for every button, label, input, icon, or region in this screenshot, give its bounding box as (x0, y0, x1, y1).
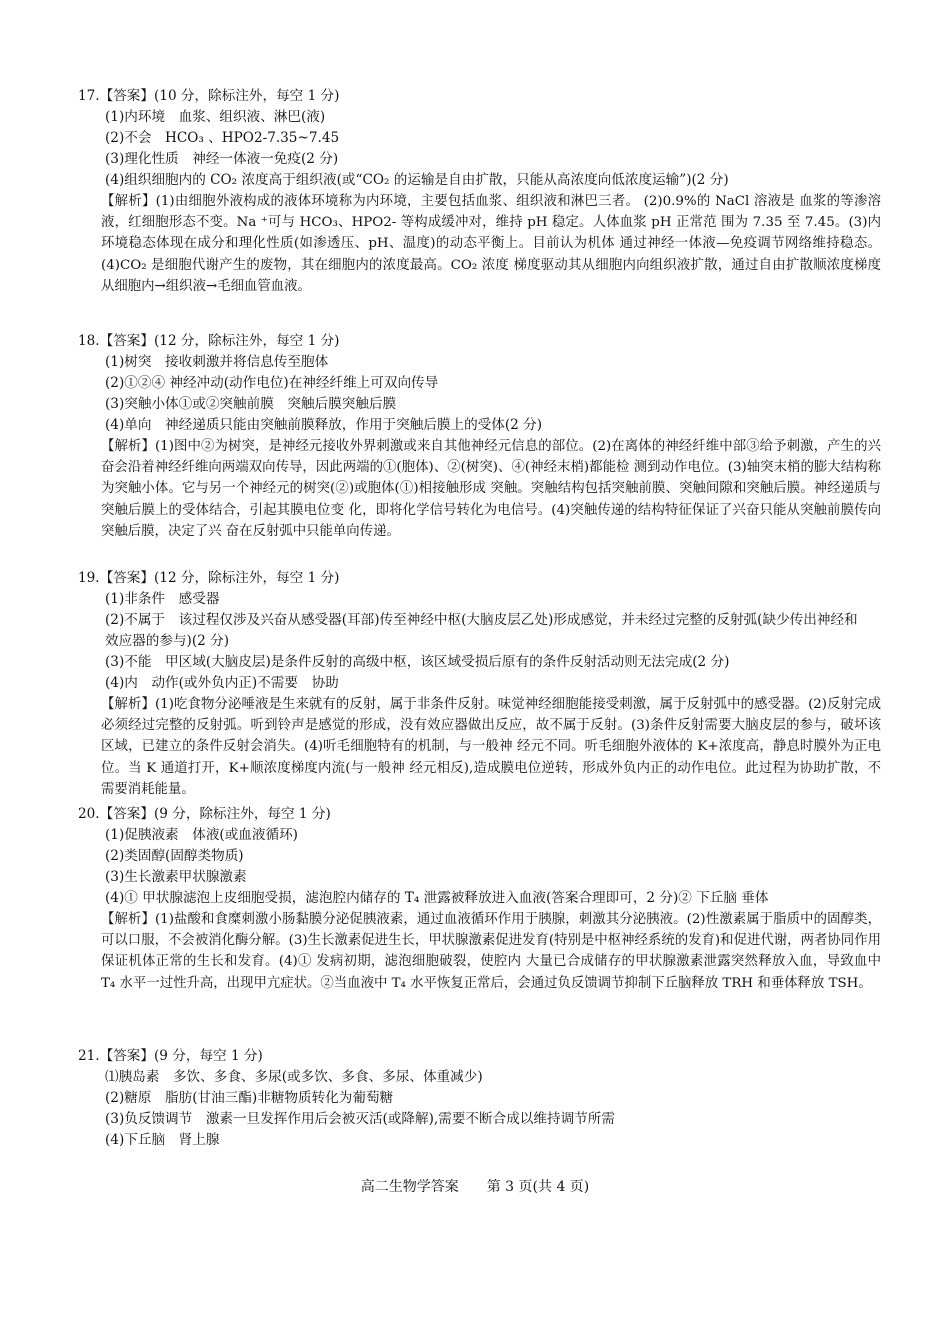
q19-answer-1: (1)非条件 感受器 (105, 591, 220, 607)
q18-answer-3: (3)突触小体①或②突触前膜 突触后膜突触后膜 (105, 396, 397, 412)
q20-answer-4: (4)① 甲状腺滤泡上皮细胞受损，滤泡腔内储存的 T₄ 泄露被释放进入血液(答案合理即可，2 分)② 下丘脑 垂体 (105, 890, 769, 906)
q20-answer-1: (1)促胰液素 体液(或血液循环) (105, 827, 298, 843)
q18-header: 18.【答案】(12 分，除标注外，每空 1 分) (78, 333, 340, 349)
q18-analysis: 【解析】(1)图中②为树突，是神经元接收外界刺激或来自其他神经元信息的部位。(2)在离体的神经纤维中部③给予刺激，产生的兴奋会沿着神经纤维向两端双向传导，因此两端的①(胞体)、②(树突)、④(神经末梢)都能检 测到动作电位。(3)轴突末梢的膨大结构称为突触小体。它与另一个神经元的树突(②)或胞体(①)相接触形成 突触。突触结构包括突触前膜、突触间隙和突触后膜。神经递质与突触后膜上的受体结合，引起其膜电位变 化，即将化学信号转化为电信号。(4)突触传递的结构特征保证了兴奋只能从突触前膜传向突触后膜，决定了兴 奋在反射弧中只能单向传递。 (101, 439, 881, 539)
question-20 (78, 804, 881, 994)
q19-header: 19.【答案】(12 分，除标注外，每空 1 分) (78, 570, 340, 586)
q18-answer-1: (1)树突 接收刺激并将信息传至胞体 (105, 354, 329, 370)
q21-answer-1: ⑴胰岛素 多饮、多食、多尿(或多饮、多食、多尿、体重减少) (105, 1069, 483, 1085)
q19-analysis: 【解析】(1)吃食物分泌唾液是生来就有的反射，属于非条件反射。味觉神经细胞能接受刺激，属于反射弧中的感受器。(2)反射完成必须经过完整的反射弧。听到铃声是感觉的形成，没有效应器做出反应，故不属于反射。(3)条件反射需要大脑皮层的参与，破坏该区域，已建立的条件反射会消失。(4)听毛细胞特有的机制，与一般神 经元不同。听毛细胞外液体的 K+浓度高，静息时膜外为正电位。当 K 通道打开，K+顺浓度梯度内流(与一般神 经元相反),造成膜电位逆转，形成外负内正的动作电位。此过程为协助扩散，不需要消耗能量。 (101, 697, 881, 797)
question-19 (78, 568, 881, 800)
q21-answer-3: (3)负反馈调节 激素一旦发挥作用后会被灭活(或降解),需要不断合成以维持调节所需 (105, 1111, 615, 1127)
q21-answer-2: (2)糖原 脂肪(甘油三酯)非糖物质转化为葡萄糖 (105, 1090, 394, 1106)
q17-answer-2: (2)不会 HCO₃ 、HPO2-7.35~7.45 (105, 130, 340, 146)
q17-answer-3: (3)理化性质 神经一体液一免疫(2 分) (105, 151, 339, 167)
q19-answer-3: (3)不能 甲区域(大脑皮层)是条件反射的高级中枢，该区域受损后原有的条件反射活动则无法完成(2 分) (105, 654, 730, 670)
question-18 (78, 331, 881, 542)
question-17 (78, 86, 881, 297)
q18-answer-2: (2)①②④ 神经冲动(动作电位)在神经纤维上可双向传导 (105, 375, 439, 391)
q19-answer-2: (2)不属于 该过程仅涉及兴奋从感受器(耳部)传至神经中枢(大脑皮层乙处)形成感觉，并未经过完整的反射弧(缺少传出神经和效应器的参与)(2 分) (105, 612, 858, 649)
q19-answer-4: (4)内 动作(或外负内正)不需要 协助 (105, 675, 339, 691)
q21-header: 21.【答案】(9 分，每空 1 分) (78, 1048, 263, 1064)
q20-answer-2: (2)类固醇(固醇类物质) (105, 848, 244, 864)
q18-answer-4: (4)单向 神经递质只能由突触前膜释放，作用于突触后膜上的受体(2 分) (105, 417, 543, 433)
q21-answer-4: (4)下丘脑 肾上腺 (105, 1132, 220, 1148)
q17-answer-1: (1)内环境 血浆、组织液、淋巴(液) (105, 109, 326, 125)
question-21 (78, 1046, 878, 1151)
page-footer: 高二生物学答案 第 3 页(共 4 页) (360, 1179, 590, 1195)
q20-answer-3: (3)生长激素甲状腺激素 (105, 869, 247, 885)
q20-analysis: 【解析】(1)盐酸和食糜刺激小肠黏膜分泌促胰液素，通过血液循环作用于胰腺，刺激其分泌胰液。(2)性激素属于脂质中的固醇类，可以口服，不会被消化酶分解。(3)生长激素促进生长，甲状腺激素促进发育(特别是中枢神经系统的发育)和促进代谢，两者协同作用保证机体正常的生长和发育。(4)① 发病初期，滤泡细胞破裂，使腔内 大量已合成储存的甲状腺激素泄露突然释放入血，导致血中 T₄ 水平一过性升高，出现甲亢症状。②当血液中 T₄ 水平恢复正常后，会通过负反馈调节抑制下丘脑释放 TRH 和垂体释放 TSH。 (101, 912, 881, 991)
q17-header: 17.【答案】(10 分，除标注外，每空 1 分) (78, 88, 340, 104)
q17-analysis: 【解析】(1)由细胞外液构成的液体环境称为内环境，主要包括血浆、组织液和淋巴三者。 (2)0.9%的 NaCl 溶液是 血浆的等渗溶液，红细胞形态不变。Na ⁺可与 HCO₃、HPO2- 等构成缓冲对，维持 pH 稳定。人体血浆 pH 正常范 围为 7.35 至 7.45。(3)内环境稳态体现在成分和理化性质(如渗透压、pH、温度)的动态平衡上。目前认为机体 通过神经一体液—免疫调节网络维持稳态。(4)CO₂ 是细胞代谢产生的废物，其在细胞内的浓度最高。CO₂ 浓度 梯度驱动其从细胞内向组织液扩散，通过自由扩散顺浓度梯度从细胞内→组织液→毛细血管血液。 (101, 194, 881, 294)
q17-answer-4: (4)组织细胞内的 CO₂ 浓度高于组织液(或“CO₂ 的运输是自由扩散，只能从高浓度向低浓度运输”)(2 分) (105, 172, 729, 188)
q20-header: 20.【答案】(9 分，除标注外，每空 1 分) (78, 806, 331, 822)
